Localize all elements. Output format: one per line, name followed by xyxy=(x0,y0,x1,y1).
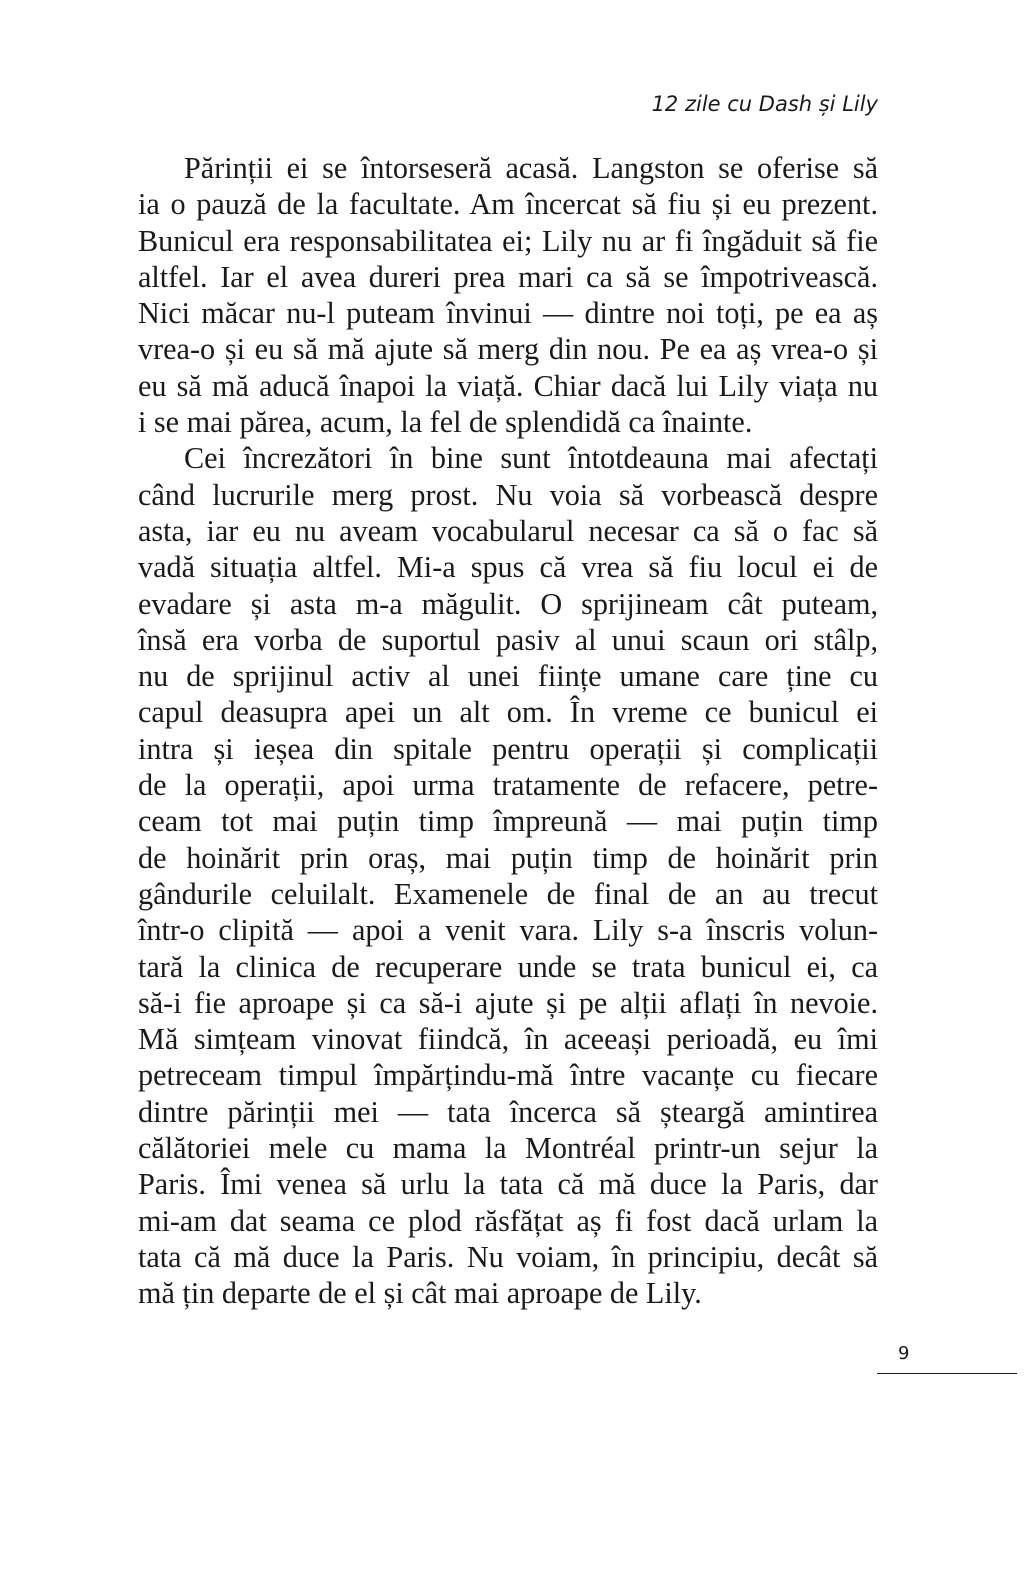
text-line: călătoriei mele cu mama la Montréal printr-un sejur la xyxy=(138,1131,878,1166)
text-line: de hoinărit prin oraș, mai puțin timp de hoinărit prin xyxy=(138,840,878,875)
text-line: într-o clipită — apoi a venit vara. Lily s-a înscris volun- xyxy=(138,913,878,948)
text-line: Cei încrezători în bine sunt întotdeauna mai afectați xyxy=(184,441,878,476)
text-line: mă țin departe de el și cât mai aproape de Lily. xyxy=(138,1276,702,1311)
text-line: tata că mă duce la Paris. Nu voiam, în principiu, decât să xyxy=(138,1239,878,1274)
body-text xyxy=(138,150,878,1312)
text-line: tară la clinica de recuperare unde se trata bunicul ei, ca xyxy=(138,949,878,984)
text-line: însă era vorba de suportul pasiv al unui scaun ori stâlp, xyxy=(138,622,878,657)
paragraph-2 xyxy=(138,440,878,1311)
text-line: vadă situația altfel. Mi-a spus că vrea să fiu locul ei de xyxy=(138,550,878,585)
text-line: ia o pauză de la facultate. Am încercat să fiu și eu prezent. xyxy=(138,187,878,222)
text-line: de la operații, apoi urma tratamente de refacere, petre- xyxy=(138,768,878,803)
text-line: Părinții ei se întorseseră acasă. Langston se oferise să xyxy=(184,151,878,185)
text-line: când lucrurile merg prost. Nu voia să vorbească despre xyxy=(138,477,878,512)
text-line: altfel. Iar el avea dureri prea mari ca să se împotrivească. xyxy=(138,259,878,294)
text-line: capul deasupra apei un alt om. În vreme ce bunicul ei xyxy=(138,695,878,730)
text-line: evadare și asta m-a măgulit. O sprijineam cât puteam, xyxy=(138,586,878,621)
footer-rule xyxy=(877,1373,1017,1374)
text-line: Bunicul era responsabilitatea ei; Lily nu ar fi îngăduit să fie xyxy=(138,223,878,258)
page-number: 9 xyxy=(898,1343,910,1364)
text-line: Nici măcar nu-l puteam învinui — dintre noi toți, pe ea aș xyxy=(138,296,878,331)
paragraph-1 xyxy=(138,150,878,440)
text-line: să-i fie aproape și ca să-i ajute și pe alții aflați în nevoie. xyxy=(138,985,878,1020)
text-line: nu de sprijinul activ al unei ființe umane care ține cu xyxy=(138,659,878,694)
text-line: eu să mă aducă înapoi la viață. Chiar dacă lui Lily viața nu xyxy=(138,368,878,403)
text-line: intra și ieșea din spitale pentru operații și complicații xyxy=(138,731,878,766)
text-line: asta, iar eu nu aveam vocabularul necesar ca să o fac să xyxy=(138,513,878,548)
text-line: Mă simțeam vinovat fiindcă, în aceeași perioadă, eu îmi xyxy=(138,1022,878,1057)
text-line: vrea-o și eu să mă ajute să merg din nou. Pe ea aș vrea-o și xyxy=(138,332,878,367)
text-line: Paris. Îmi venea să urlu la tata că mă duce la Paris, dar xyxy=(138,1167,878,1202)
running-header-title: 12 zile cu Dash și Lily xyxy=(651,92,878,116)
text-line: mi-am dat seama ce plod răsfățat aș fi fost dacă urlam la xyxy=(138,1203,878,1238)
text-line: gândurile celuilalt. Examenele de final de an au trecut xyxy=(138,876,878,911)
text-line: dintre părinții mei — tata încerca să șteargă amintirea xyxy=(138,1094,878,1129)
text-line: petreceam timpul împărțindu-mă între vacanțe cu fiecare xyxy=(138,1058,878,1093)
text-line: i se mai părea, acum, la fel de splendidă ca înainte. xyxy=(138,405,753,440)
text-line: ceam tot mai puțin timp împreună — mai puțin timp xyxy=(138,804,878,839)
